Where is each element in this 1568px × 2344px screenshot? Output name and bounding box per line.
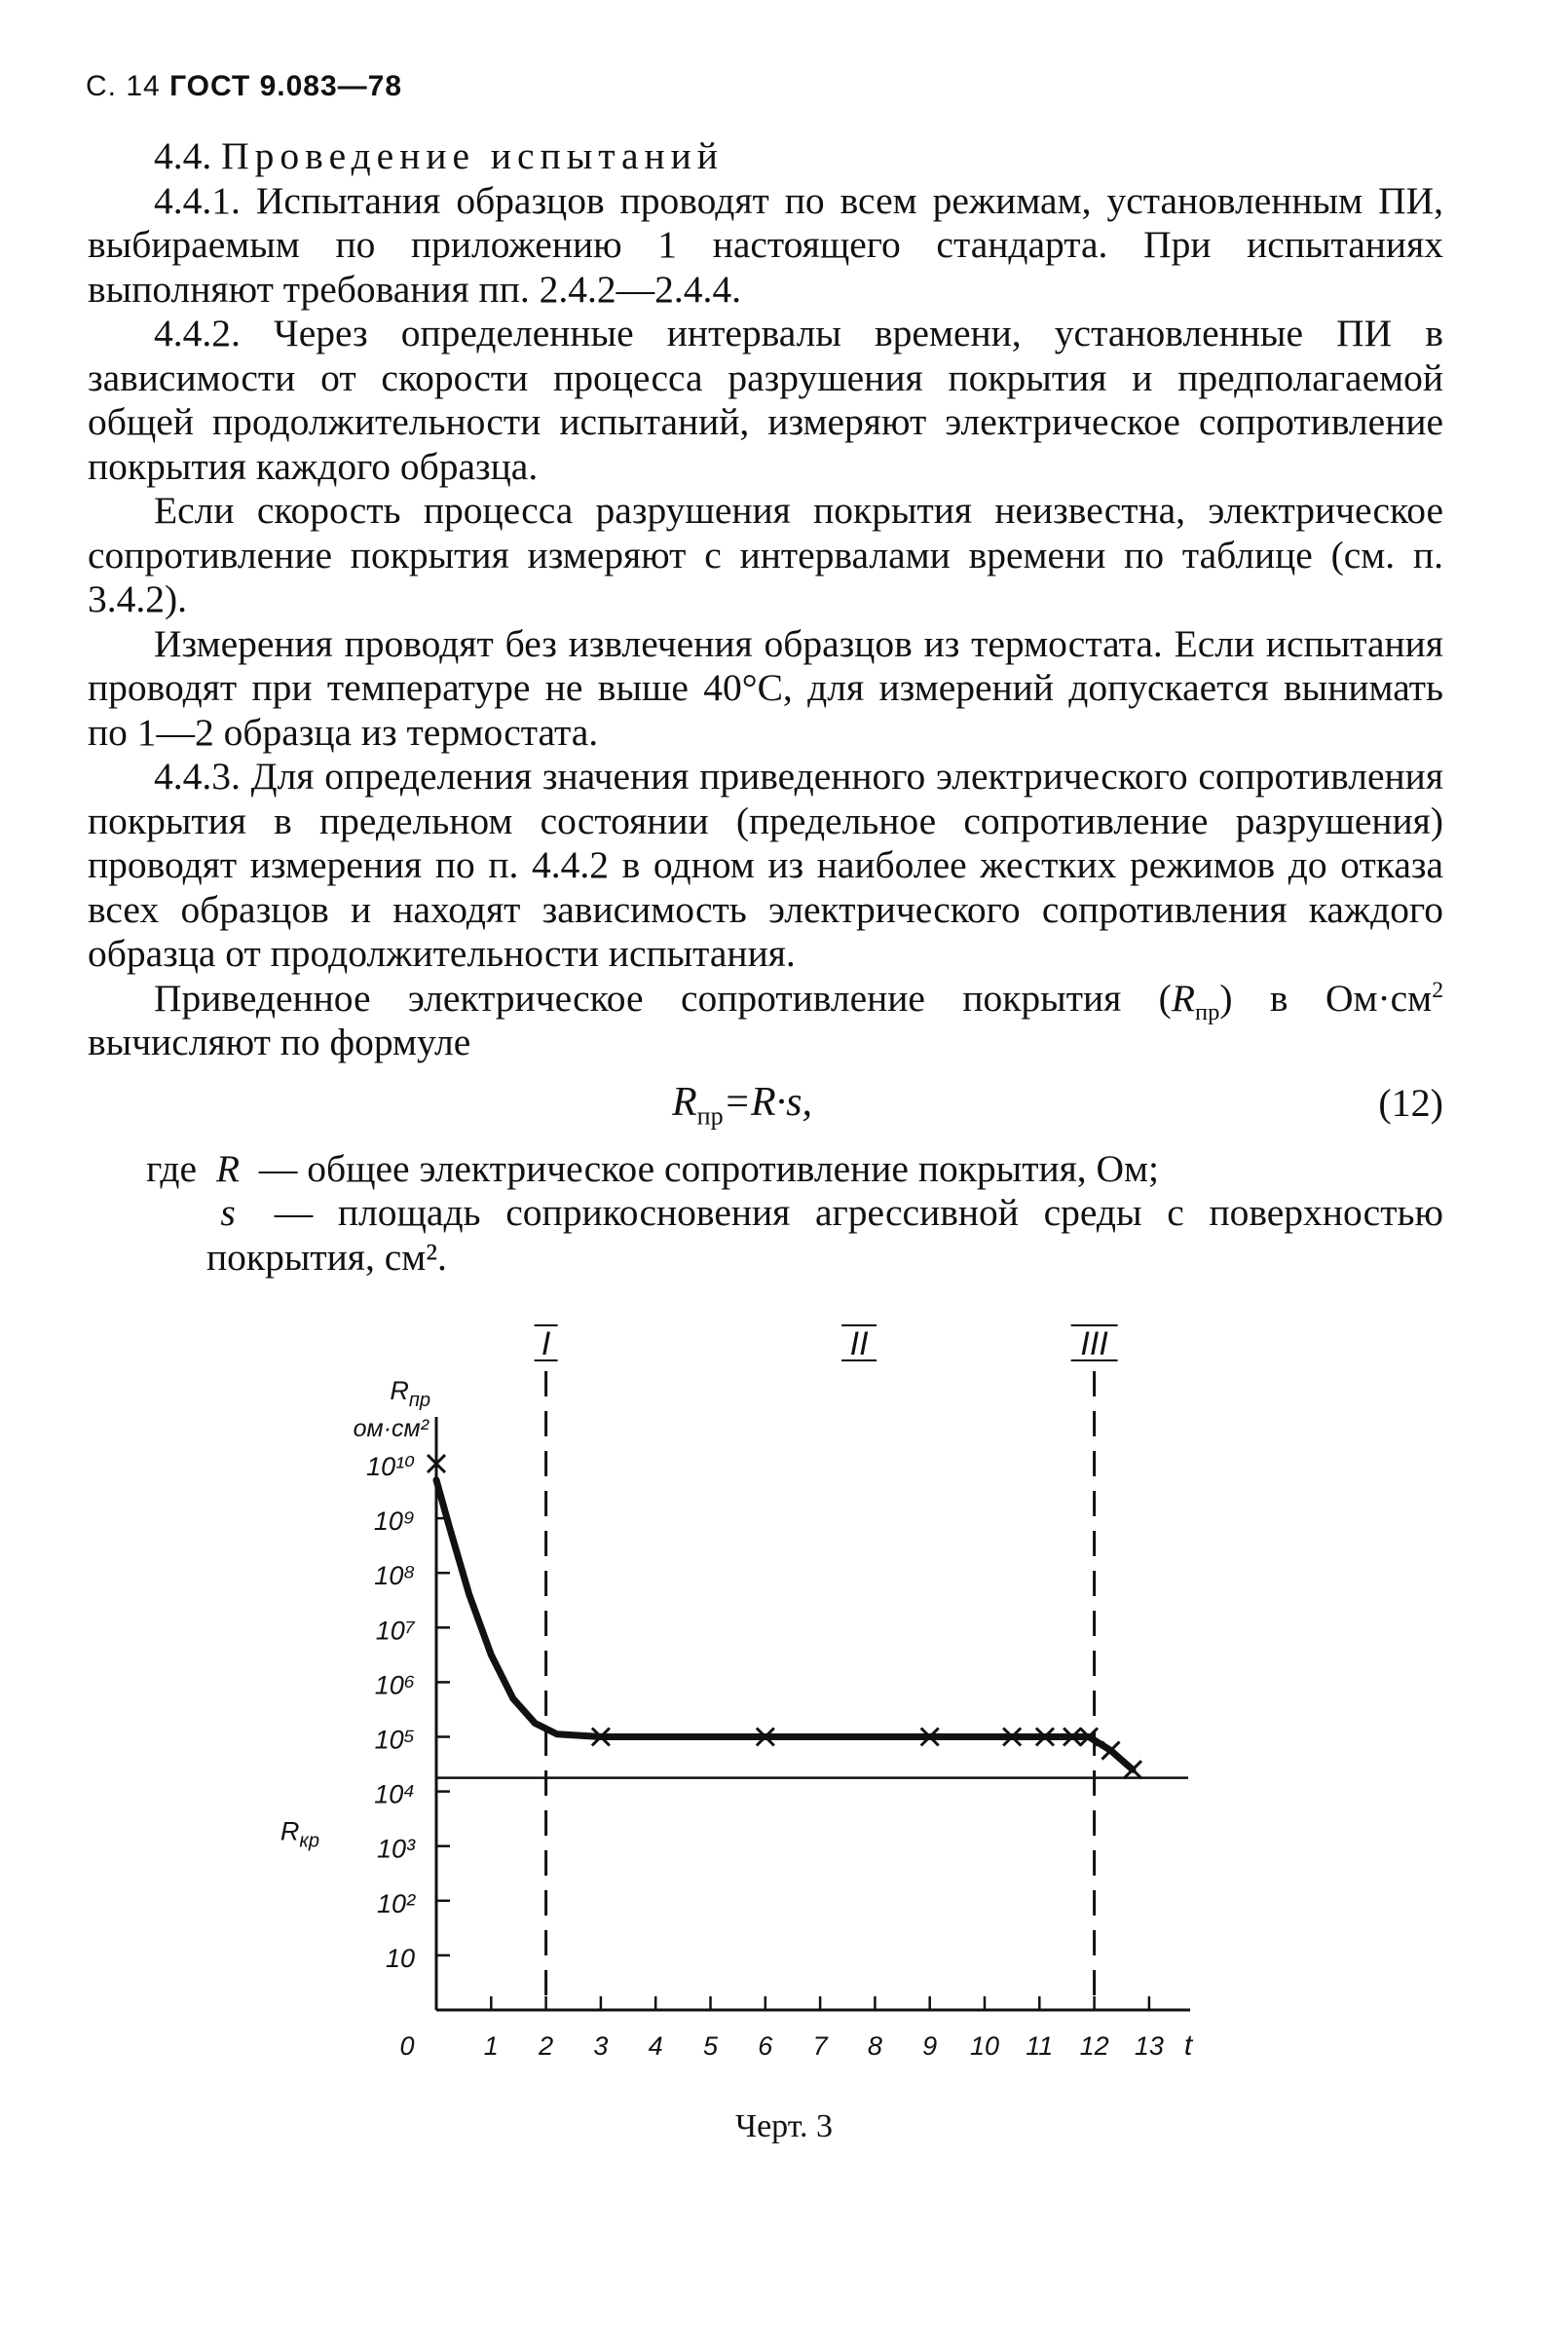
region-label: I: [541, 1325, 551, 1362]
region-label: II: [849, 1325, 869, 1362]
legend-item-r: где R — общее электрическое сопротивление покрытия, Ом;: [88, 1147, 1443, 1192]
y-tick-label: 10⁴: [374, 1779, 415, 1809]
formula-intro: Приведенное электрическое сопротивление покрытия $(R_{пр})$ в $Ом\cdot см^2$ вычисляют по формуле: [88, 976, 1444, 1063]
y-tick-label: 10⁷: [375, 1616, 415, 1646]
y-tick-label: 10⁶: [374, 1670, 415, 1700]
threshold-label: $R_{кр}$: [280, 1816, 319, 1852]
formula-expression: $R_{пр}=R\cdot s$,: [672, 1079, 812, 1130]
paragraph-speed-unknown: Если скорость процесса разрушения покрытия неизвестна, электрическое сопротивление покрытия измеряют с интервалами времени по таблице (см. п. 3.4.2).: [88, 489, 1443, 620]
y-tick-label: 10⁵: [374, 1725, 415, 1755]
x-tick-label: 9: [922, 2031, 938, 2061]
page-number: С. 14: [86, 70, 161, 102]
y-tick-label: 10³: [376, 1834, 415, 1864]
paragraph-measurements: Измерения проводят без извлечения образцов из термостата. Если испытания проводят при температуре не выше 40°С, для измерений допускается вынимать по 1—2 образца из термостата.: [88, 621, 1443, 754]
x-tick-label: 2: [539, 2031, 554, 2061]
x-tick-label: 5: [702, 2031, 719, 2061]
legend-item-s: s — площадь соприкосновения агрессивной среды с поверхностью покрытия, см².: [206, 1191, 1443, 1279]
section-number: 4.4.: [154, 134, 212, 177]
x-tick-label: 4: [648, 2031, 663, 2061]
series-line: [436, 1480, 1133, 1769]
x-tick-label: 8: [867, 2031, 882, 2061]
section-title: Проведение испытаний: [221, 134, 724, 177]
x-tick-label: 10: [969, 2031, 1000, 2061]
x-tick-label: 1: [483, 2031, 499, 2061]
formula-number: (12): [1378, 1080, 1443, 1125]
x-tick-label: 6: [758, 2031, 773, 2061]
x-tick-label: 13: [1134, 2031, 1164, 2061]
x-tick-label: 7: [812, 2031, 828, 2061]
y-tick-label: 10: [385, 1943, 415, 1973]
x-tick-label: 11: [1026, 2031, 1054, 2061]
region-label: III: [1080, 1325, 1108, 1362]
y-axis-unit: ом·см²: [353, 1415, 429, 1442]
y-axis-label: $R_{пр}$: [390, 1376, 430, 1411]
standard-designation: ГОСТ 9.083—78: [169, 70, 403, 102]
y-tick-label: 10⁸: [374, 1561, 415, 1591]
data-marker: [1124, 1761, 1141, 1778]
y-tick-label: 10²: [376, 1888, 415, 1918]
paragraph-4-4-1: 4.4.1. Испытания образцов проводят по всем режимам, установленным ПИ, выбираемым по приложению 1 настоящего стандарта. При испытаниях выполняют требования пп. 2.4.2—2.4.4.: [88, 178, 1443, 311]
x-axis-label: t: [1183, 2029, 1193, 2062]
x-tick-label: 3: [593, 2031, 609, 2061]
legend-where: где: [146, 1146, 197, 1190]
y-tick-label: 10⁹: [373, 1507, 415, 1537]
y-tick-label: 10¹⁰: [366, 1452, 415, 1481]
x-tick-label: 0: [399, 2031, 415, 2061]
paragraph-4-4-3: 4.4.3. Для определения значения приведенного электрического сопротивления покрытия в предельном состоянии (предельное сопротивление разрушения) проводят измерения по п. 4.4.2 в одном из наиболее жестких режимов до отказа всех образцов и находят зависимость электрического сопротивления каждого образца от продолжительности испытания.: [88, 755, 1443, 975]
paragraph-4-4-2: 4.4.2. Через определенные интервалы времени, установленные ПИ в зависимости от скорости процесса разрушения покрытия и предполагаемой общей продолжительности испытаний, измеряют электрическое сопротивление покрытия каждого образца.: [88, 312, 1443, 488]
x-tick-label: 12: [1079, 2031, 1109, 2061]
figure-caption: Черт. 3: [734, 2108, 834, 2144]
